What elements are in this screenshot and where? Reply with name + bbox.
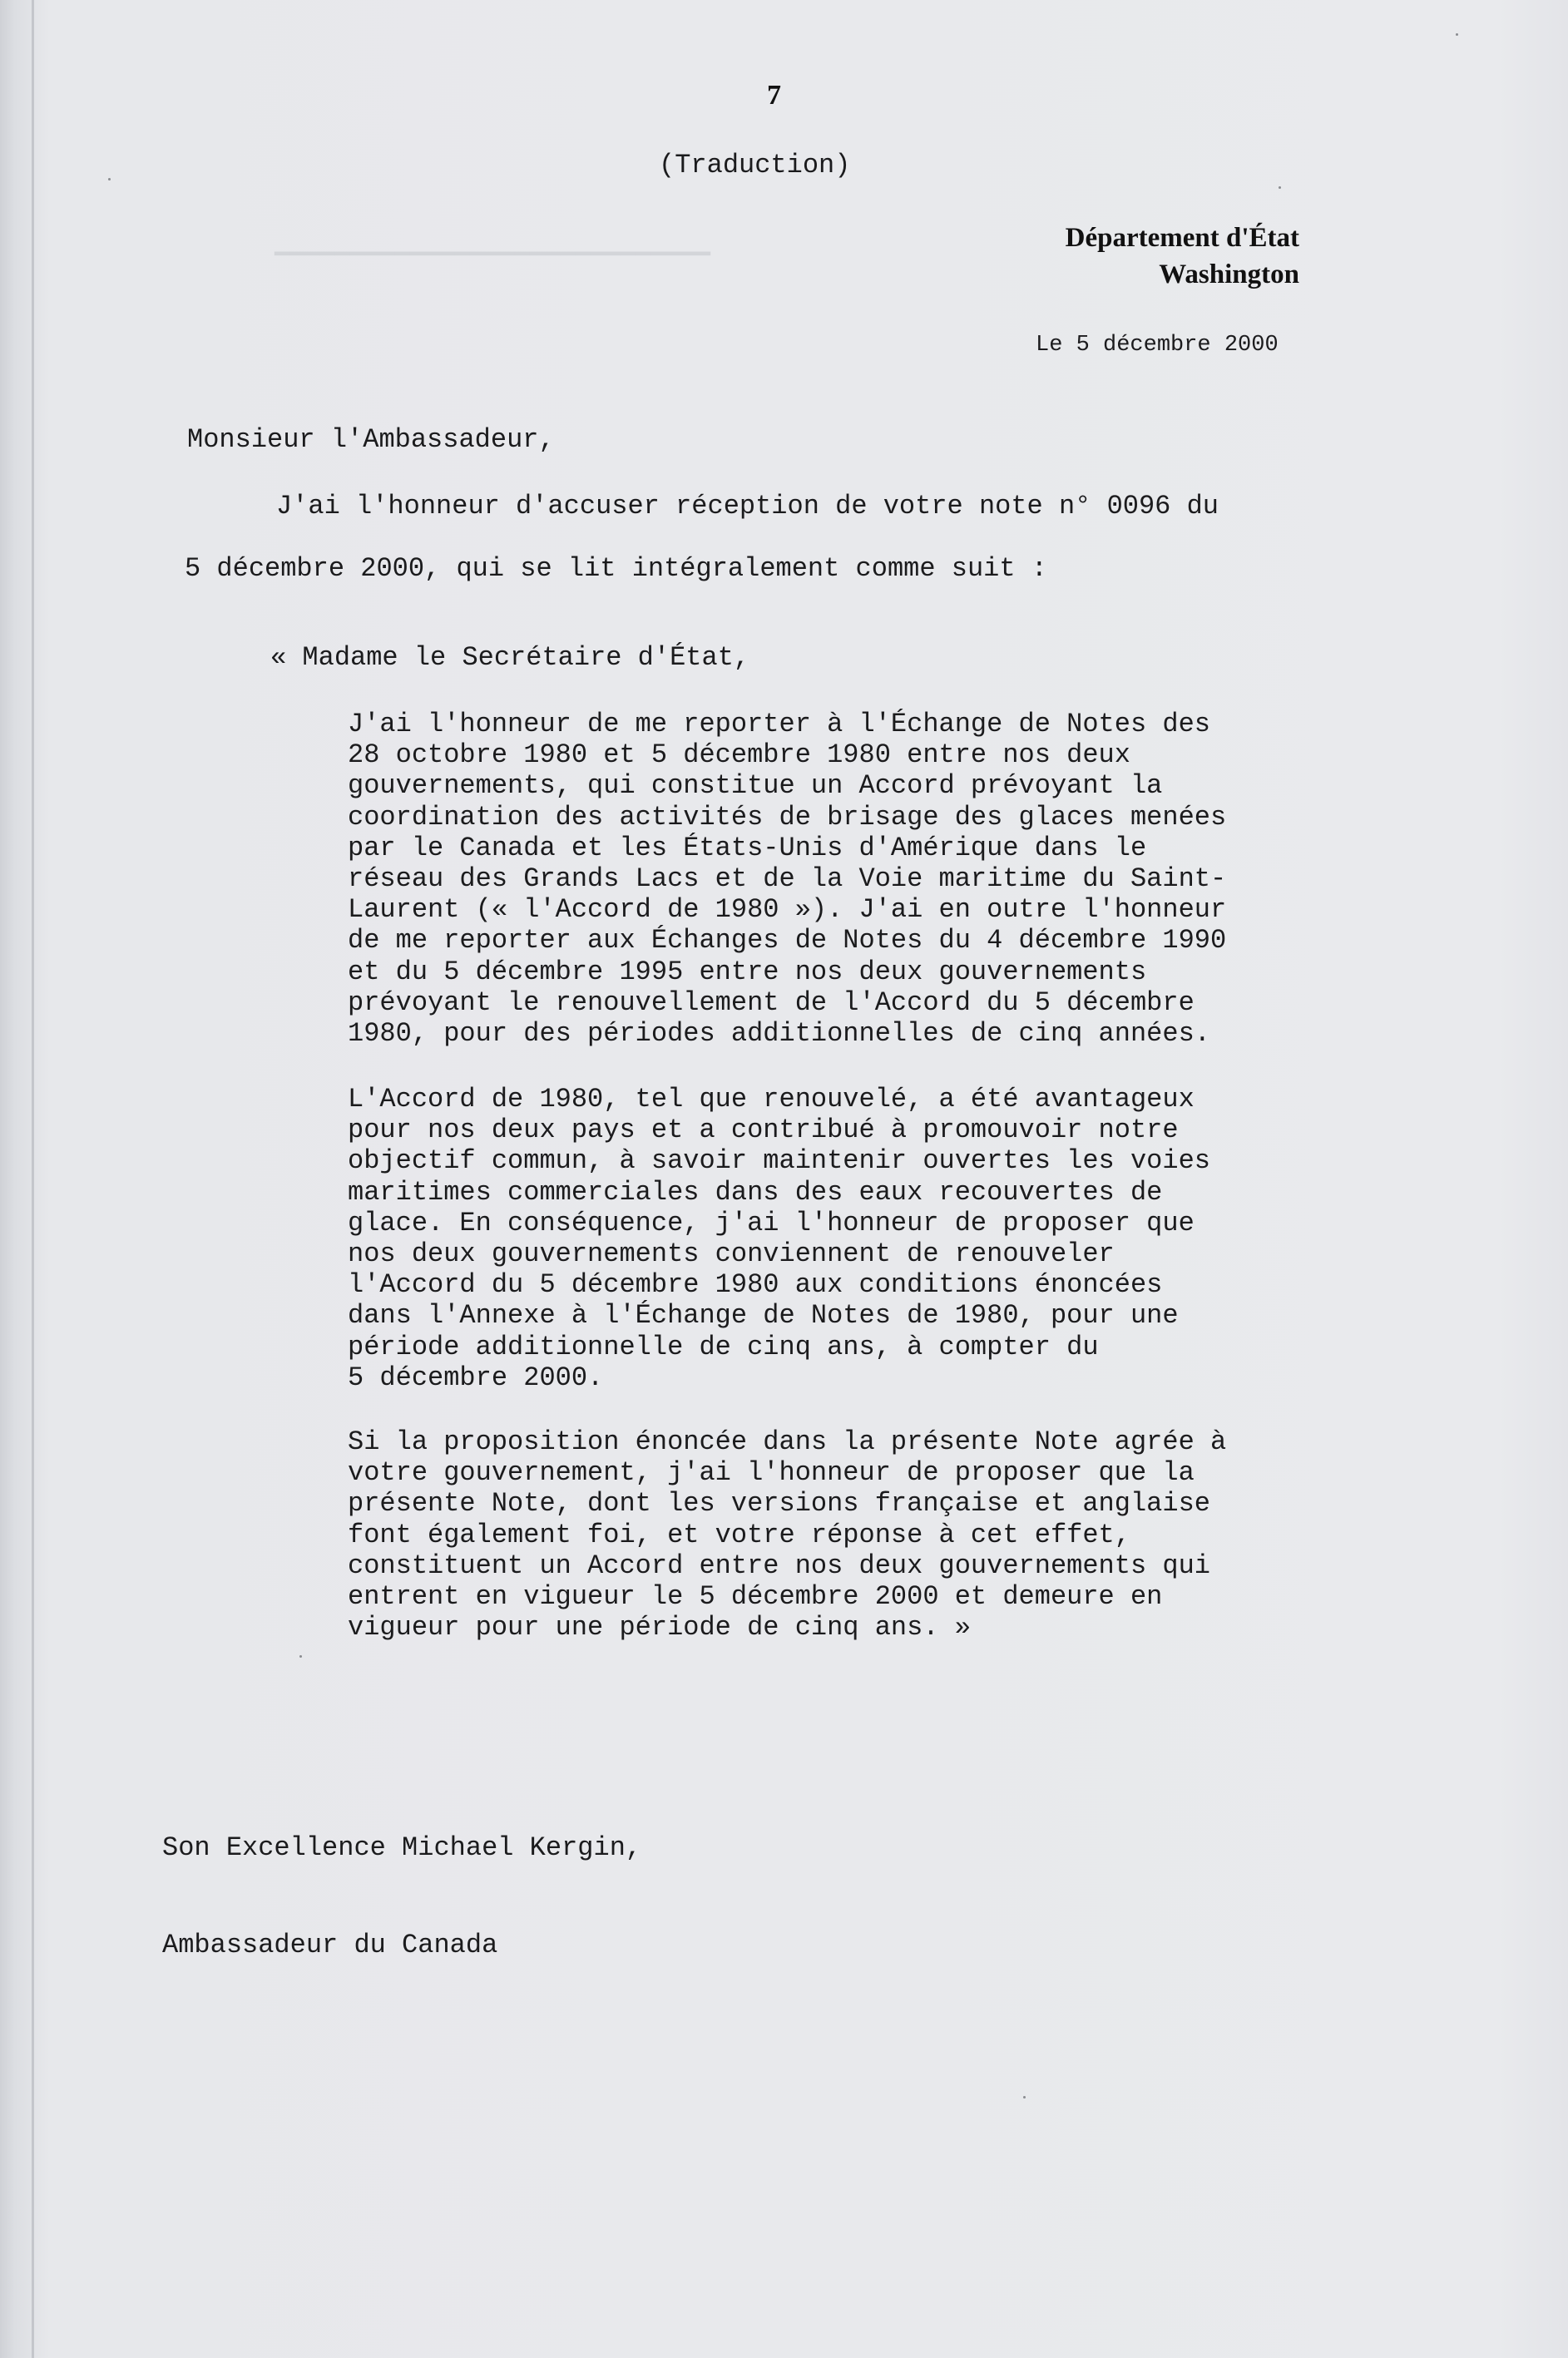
page-binding-edge	[32, 0, 34, 2358]
letter-date: Le 5 décembre 2000	[1036, 333, 1279, 358]
scan-speck	[1456, 33, 1458, 36]
addressee-title: Ambassadeur du Canada	[162, 1930, 498, 1960]
quoted-note-salutation: « Madame le Secrétaire d'État,	[270, 642, 750, 673]
quoted-note-paragraph-1: J'ai l'honneur de me reporter à l'Échange de Notes des 28 octobre 1980 et 5 décembre 1980 entre nos deux gouvernements, qui constitue un Accord prévoyant la coordination des activités de brisage des glaces menées par le Canada et les États-Unis d'Amérique dans le réseau des Grands Lacs et de la Voie maritime du Saint- Laurent (« l'Accord de 1980 »). J'ai en outre l'honneur de me reporter aux Échanges de Notes du 4 décembre 1990 et du 5 décembre 1995 entre nos deux gouvernements prévoyant le renouvellement de l'Accord du 5 décembre 1980, pour des périodes additionnelles de cinq années.	[348, 709, 1227, 1050]
quoted-note-paragraph-2: L'Accord de 1980, tel que renouvelé, a été avantageux pour nos deux pays et a contribué à promouvoir notre objectif commun, à savoir maintenir ouvertes les voies maritimes commerciales dans des eaux recouvertes de glace. En conséquence, j'ai l'honneur de proposer que nos deux gouvernements conviennent de renouveler l'Accord du 5 décembre 1980 aux conditions énoncées dans l'Annexe à l'Échange de Notes de 1980, pour une période additionnelle de cinq ans, à compter du 5 décembre 2000.	[348, 1084, 1210, 1393]
translation-note: (Traduction)	[659, 150, 851, 180]
sender-header	[940, 220, 1299, 293]
addressee-name: Son Excellence Michael Kergin,	[162, 1832, 642, 1863]
intro-line-1: J'ai l'honneur d'accuser réception de votre note n° 0096 du	[276, 491, 1219, 522]
scan-speck	[299, 1655, 302, 1658]
quoted-note-paragraph-3: Si la proposition énoncée dans la présente Note agrée à votre gouvernement, j'ai l'honneur de proposer que la présente Note, dont les versions française et anglaise font également foi, et votre réponse à cet effet, constituent un Accord entre nos deux gouvernements qui entrent en vigueur le 5 décembre 2000 et demeure en vigueur pour une période de cinq ans. »	[348, 1426, 1227, 1644]
addressee-block	[162, 1767, 641, 2026]
scan-speck	[1023, 2096, 1026, 2098]
intro-line-2: 5 décembre 2000, qui se lit intégralement comme suit :	[185, 553, 1047, 584]
scan-speck	[108, 178, 111, 180]
scan-speck	[1279, 186, 1281, 189]
department-city: Washington	[1159, 260, 1299, 289]
department-name: Département d'État	[1065, 223, 1299, 253]
page-number: 7	[767, 80, 781, 111]
bleed-through-shadow: ▁▁▁▁▁▁▁▁▁▁▁▁▁▁▁▁▁▁▁▁▁▁▁▁▁▁▁▁▁	[275, 250, 710, 278]
letter-salutation: Monsieur l'Ambassadeur,	[187, 424, 555, 455]
